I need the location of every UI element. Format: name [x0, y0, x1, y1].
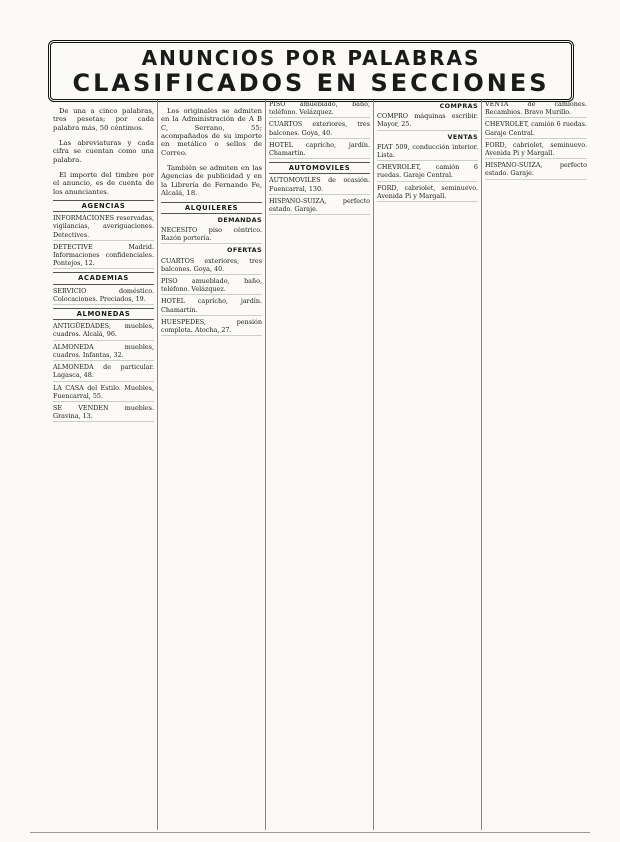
subsection-demandas: DEMANDAS: [217, 215, 262, 224]
ad-item: CUARTOS exteriores, tres balcones. Goya, 40.: [161, 257, 262, 275]
ad-item: FORD, cabriolet, seminuevo. Avenida Pi y Margall.: [485, 141, 587, 159]
section-alquileres: ALQUILERES: [161, 202, 262, 214]
ad-item: NECESITO piso céntrico. Razón portería.: [161, 226, 262, 244]
section-automoviles: AUTOMOVILES: [269, 162, 370, 174]
column-3: [266, 100, 374, 830]
ad-item: ALMONEDA de particular. Lagasca, 48.: [53, 363, 154, 381]
header-title-line-2: CLASIFICADOS EN SECCIONES: [72, 69, 550, 97]
ad-item: HISPANO-SUIZA, perfecto estado. Garaje.: [485, 161, 587, 179]
section-agencias: AGENCIAS: [53, 200, 154, 212]
ad-item: HOTEL capricho, jardín. Chamartín.: [161, 297, 262, 315]
page-bottom-rule: [30, 832, 590, 833]
ad-item: LA CASA del Estilo. Muebles, Fuencarral, 55.: [53, 384, 154, 402]
ad-item: ANTIGÜEDADES, muebles, cuadros. Alcalá, 96.: [53, 322, 154, 340]
column-2: [158, 100, 266, 830]
ad-item: PISO amueblado, baño, teléfono. Velázquez.: [269, 100, 370, 118]
intro-originals: Los originales se admiten en la Administración de A B C, Serrano, 55; acompañados de su importe en metálico o sellos de Correo.: [161, 106, 262, 157]
ad-item: ALMONEDA muebles, cuadros. Infantas, 32.: [53, 343, 154, 361]
intro-agencies: También se admiten en las Agencias de publicidad y en la Librería de Fernando Fe, Alcalá, 18.: [161, 164, 262, 198]
ad-item: CHEVROLET, camión 6 ruedas. Garaje Central.: [377, 163, 478, 181]
intro-abbreviations: Las abreviaturas y cada cifra se cuentan como una palabra.: [53, 138, 154, 164]
ad-item: HISPANO-SUIZA, perfecto estado. Garaje.: [269, 197, 370, 215]
ad-item: PISO amueblado, baño, teléfono. Velázquez.: [161, 277, 262, 295]
section-academias: ACADEMIAS: [53, 272, 154, 284]
ad-item: FIAT 509, conducción interior. Lista.: [377, 143, 478, 161]
intro-rates: De una a cinco palabras, tres pesetas; por cada palabra más, 50 céntimos.: [53, 106, 154, 132]
ad-columns: [50, 100, 590, 830]
ad-item: FORD, cabriolet, seminuevo. Avenida Pi y Margall.: [377, 184, 478, 202]
ad-item: AUTOMOVILES de ocasión. Fuencarral, 130.: [269, 176, 370, 194]
ad-item: CHEVROLET, camión 6 ruedas. Garaje Central.: [485, 120, 587, 138]
intro-stamp: El importe del timbre por el anuncio, es de cuenta de los anunciantes.: [53, 170, 154, 196]
classifieds-header: [48, 40, 574, 102]
column-1: [50, 100, 158, 830]
ad-item: SERVICIO doméstico. Colocaciones. Preciados, 19.: [53, 287, 154, 305]
subsection-ventas: VENTAS: [447, 132, 478, 141]
ad-item: HOTEL capricho, jardín. Chamartín.: [269, 141, 370, 159]
subsection-compras: COMPRAS: [439, 102, 478, 110]
ad-item: VENTA de camiones. Recambios. Bravo Murillo.: [485, 100, 587, 118]
header-title-line-1: ANUNCIOS POR PALABRAS: [141, 46, 481, 70]
ad-item: DETECTIVE Madrid. Informaciones confidenciales. Pontejos, 12.: [53, 243, 154, 270]
subsection-ofertas: OFERTAS: [226, 246, 262, 255]
ad-item: INFORMACIONES reservadas, vigilancias, averiguaciones. Detectives.: [53, 214, 154, 241]
ad-item: COMPRO máquinas escribir. Mayor, 25.: [377, 112, 478, 130]
section-almonedas: ALMONEDAS: [53, 308, 154, 320]
column-5: [482, 100, 590, 830]
ad-item: CUARTOS exteriores, tres balcones. Goya, 40.: [269, 120, 370, 138]
ad-item: SE VENDEN muebles. Gravina, 13.: [53, 404, 154, 422]
column-4: [374, 100, 482, 830]
ad-item: HUESPEDES, pensión completa. Atocha, 27.: [161, 318, 262, 336]
